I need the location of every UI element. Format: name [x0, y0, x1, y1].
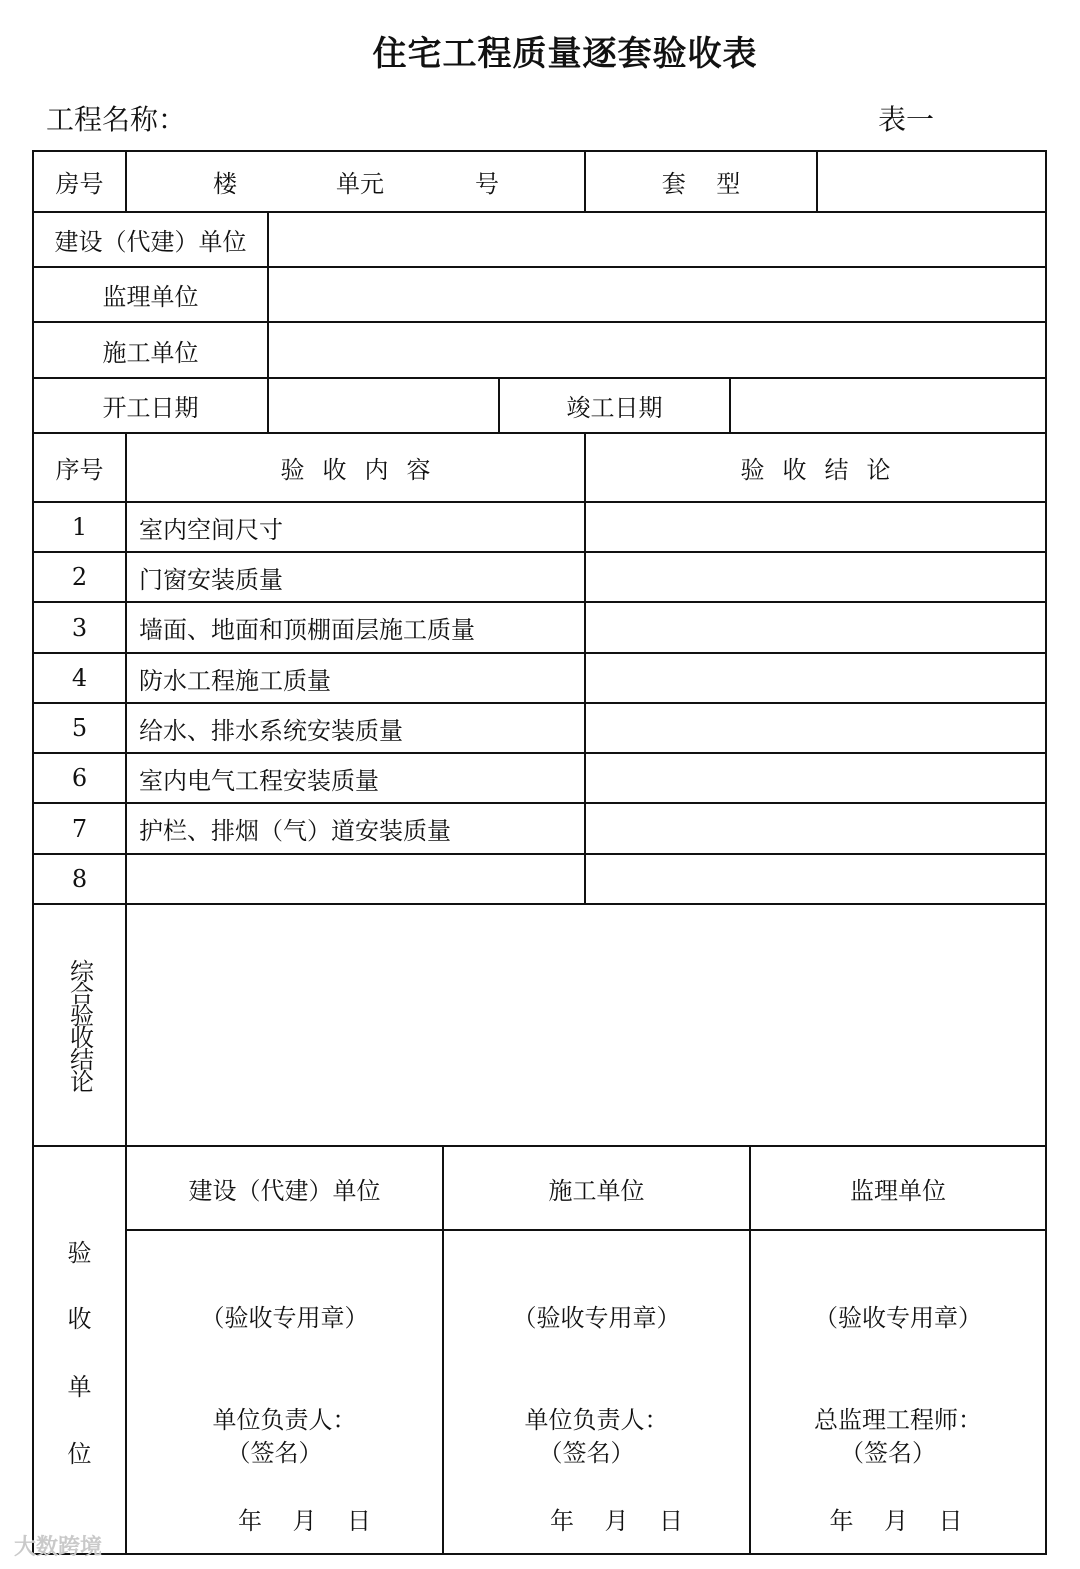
project-name-label: 工程名称：: [46, 103, 187, 136]
contractor-value[interactable]: [269, 323, 1045, 377]
signoff-seal: （验收专用章）: [200, 1303, 369, 1332]
row-conclusion[interactable]: [586, 603, 1045, 652]
signoff-label-char: 位: [67, 1439, 92, 1468]
construction-owner-label: 建设（代建）单位: [54, 228, 247, 256]
col-header-content: 验收内容: [280, 456, 449, 484]
room-no-label: 房号: [55, 170, 104, 198]
row-conclusion[interactable]: [586, 855, 1045, 903]
row-conclusion[interactable]: [586, 754, 1045, 802]
signoff-person: 单位负责人：: [212, 1405, 357, 1434]
row-conclusion[interactable]: [586, 704, 1045, 752]
signoff-person: 单位负责人：: [524, 1405, 669, 1434]
row-no: 3: [71, 613, 88, 642]
number-label: 号: [475, 170, 499, 198]
contractor-label: 施工单位: [102, 338, 199, 367]
row-no: 5: [71, 714, 88, 742]
col-header-conclusion: 验收结论: [740, 456, 909, 484]
grid-line: [125, 1229, 1047, 1231]
form-number: 表一: [878, 103, 935, 136]
grid-line: [1045, 150, 1047, 1555]
signoff-unit-name: 施工单位: [548, 1176, 645, 1205]
unit-type-label: 套 型: [661, 170, 741, 198]
signoff-label-char: 验: [67, 1238, 92, 1267]
signoff-seal: （验收专用章）: [814, 1303, 982, 1332]
row-conclusion[interactable]: [586, 654, 1045, 702]
signoff-label-char: 单: [67, 1372, 92, 1401]
construction-owner-value[interactable]: [269, 213, 1045, 266]
completion-date-label: 竣工日期: [566, 394, 663, 422]
signoff-date: 年 月 日: [237, 1506, 372, 1535]
row-content[interactable]: [127, 855, 584, 903]
row-content: 给水、排水系统安装质量: [139, 716, 403, 745]
start-date-label: 开工日期: [102, 394, 199, 422]
supervision-label: 监理单位: [102, 283, 199, 311]
row-content: 室内电气工程安装质量: [139, 766, 379, 795]
row-no: 7: [71, 814, 88, 843]
row-conclusion[interactable]: [586, 804, 1045, 853]
row-no: 2: [71, 563, 88, 591]
signoff-sign: （签名）: [538, 1438, 635, 1467]
summary-value[interactable]: [127, 905, 1045, 1145]
signoff-person: 总监理工程师：: [814, 1405, 982, 1434]
signoff-date: 年 月 日: [549, 1506, 684, 1535]
row-content: 护栏、排烟（气）道安装质量: [139, 817, 451, 845]
row-conclusion[interactable]: [586, 503, 1045, 551]
signoff-unit-name: 建设（代建）单位: [188, 1176, 381, 1205]
unit-type-value[interactable]: [818, 152, 1045, 211]
signoff-label-char: 收: [67, 1304, 92, 1333]
start-date-value[interactable]: [269, 379, 498, 432]
supervision-value[interactable]: [269, 268, 1045, 321]
watermark: 大数跨境: [14, 1535, 103, 1560]
row-no: 1: [71, 513, 88, 541]
unit-label: 单元: [336, 170, 384, 198]
signoff-sign: （签名）: [840, 1438, 936, 1467]
row-content: 防水工程施工质量: [139, 666, 331, 695]
form-title: 住宅工程质量逐套验收表: [372, 34, 758, 74]
signoff-sign: （签名）: [226, 1438, 323, 1467]
summary-label-text: 综合验收结论: [65, 959, 94, 1091]
row-conclusion[interactable]: [586, 553, 1045, 601]
col-header-no: 序号: [55, 456, 104, 484]
signoff-date: 年 月 日: [829, 1506, 963, 1535]
grid-line: [32, 1553, 1047, 1555]
row-content: 门窗安装质量: [139, 565, 283, 594]
grid-line: [125, 150, 127, 212]
building-label: 楼: [213, 170, 237, 198]
signoff-seal: （验收专用章）: [512, 1303, 681, 1332]
signoff-unit-name: 监理单位: [850, 1176, 946, 1205]
row-no: 6: [71, 764, 88, 792]
row-no: 8: [71, 865, 88, 893]
row-content: 墙面、地面和顶棚面层施工质量: [139, 616, 475, 644]
row-no: 4: [71, 664, 88, 692]
summary-label: [34, 905, 125, 1145]
completion-date-value[interactable]: [731, 379, 1045, 432]
row-content: 室内空间尺寸: [139, 515, 283, 544]
